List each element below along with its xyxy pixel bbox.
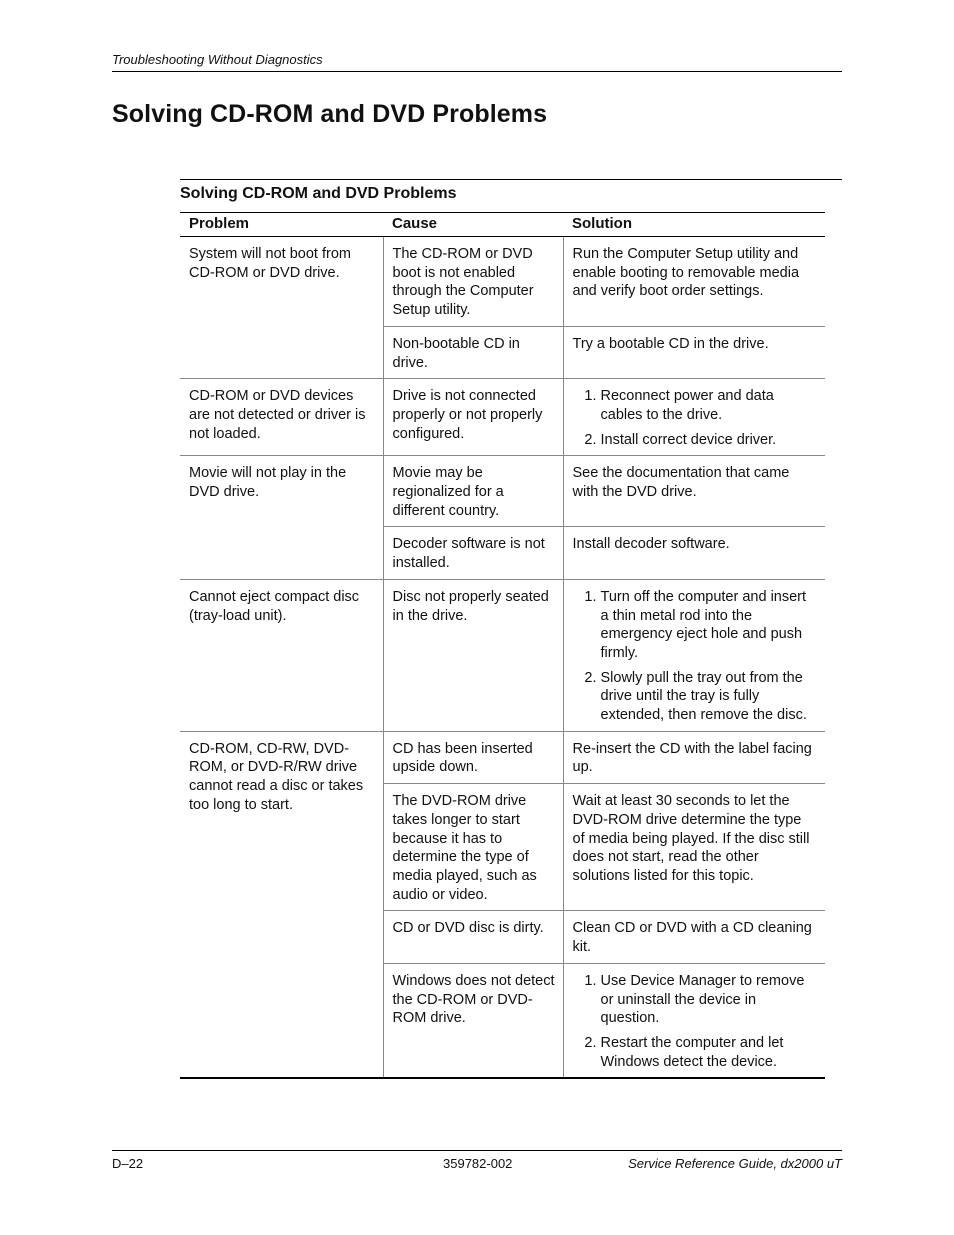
solution-steps — [573, 588, 818, 725]
cause-cell: CD or DVD disc is dirty. — [383, 911, 563, 963]
cause-cell: CD has been inserted upside down. — [383, 731, 563, 783]
solution-step: 1. Reconnect power and data cables to the drive. — [601, 387, 818, 424]
table-row — [180, 379, 825, 456]
table-title: Solving CD-ROM and DVD Problems — [180, 185, 457, 202]
solution-cell: Install decoder software. — [563, 527, 825, 579]
solution-step: 1. Turn off the computer and insert a thin metal rod into the emergency eject hole and push firmly. — [601, 588, 818, 663]
table-row — [180, 237, 825, 327]
table-row — [180, 456, 825, 527]
troubleshooting-table — [180, 212, 825, 1079]
page-title: Solving CD-ROM and DVD Problems — [112, 100, 548, 128]
cause-cell: The CD-ROM or DVD boot is not enabled through the Computer Setup utility. — [383, 237, 563, 327]
problem-cell: CD-ROM, CD-RW, DVD-ROM, or DVD-R/RW drive cannot read a disc or takes too long to start. — [180, 731, 383, 1078]
footer-rule — [112, 1150, 842, 1151]
troubleshooting-table-container — [180, 179, 842, 1079]
problem-cell: Cannot eject compact disc (tray-load unit). — [180, 579, 383, 731]
solution-steps — [573, 972, 818, 1072]
solution-cell: Clean CD or DVD with a CD cleaning kit. — [563, 911, 825, 963]
solution-cell: Re-insert the CD with the label facing up. — [563, 731, 825, 783]
cause-cell: Non-bootable CD in drive. — [383, 326, 563, 378]
cause-cell: The DVD-ROM drive takes longer to start because it has to determine the type of media played, such as audio or video. — [383, 784, 563, 911]
solution-cell — [563, 379, 825, 456]
cause-cell: Windows does not detect the CD-ROM or DVD-ROM drive. — [383, 963, 563, 1078]
guide-title: Service Reference Guide, dx2000 uT — [628, 1156, 842, 1171]
solution-cell: See the documentation that came with the DVD drive. — [563, 456, 825, 527]
problem-cell: CD-ROM or DVD devices are not detected or driver is not loaded. — [180, 379, 383, 456]
cause-cell: Movie may be regionalized for a different country. — [383, 456, 563, 527]
solution-step: 2. Restart the computer and let Windows detect the device. — [601, 1034, 818, 1071]
cause-cell: Disc not properly seated in the drive. — [383, 579, 563, 731]
solution-step: 1. Use Device Manager to remove or uninstall the device in question. — [601, 972, 818, 1028]
solution-cell: Run the Computer Setup utility and enable booting to removable media and verify boot order settings. — [563, 237, 825, 327]
solution-cell — [563, 963, 825, 1078]
problem-cell: System will not boot from CD-ROM or DVD drive. — [180, 237, 383, 379]
header-rule — [112, 71, 842, 72]
cause-cell: Decoder software is not installed. — [383, 527, 563, 579]
running-head: Troubleshooting Without Diagnostics — [112, 52, 323, 67]
solution-step: 2. Slowly pull the tray out from the drive until the tray is fully extended, then remove the disc. — [601, 669, 818, 725]
solution-steps — [573, 387, 818, 449]
solution-cell: Try a bootable CD in the drive. — [563, 326, 825, 378]
problem-cell: Movie will not play in the DVD drive. — [180, 456, 383, 580]
solution-step: 2. Install correct device driver. — [601, 431, 818, 450]
table-row — [180, 579, 825, 731]
column-header-problem: Problem — [180, 213, 383, 237]
table-row — [180, 731, 825, 783]
cause-cell: Drive is not connected properly or not properly configured. — [383, 379, 563, 456]
solution-cell: Wait at least 30 seconds to let the DVD-ROM drive determine the type of media being played. If the disc still does not start, read the other solutions listed for this topic. — [563, 784, 825, 911]
document-number: 359782-002 — [443, 1156, 513, 1171]
solution-cell — [563, 579, 825, 731]
column-header-solution: Solution — [563, 213, 825, 237]
page-number: D–22 — [112, 1156, 144, 1171]
column-header-cause: Cause — [383, 213, 563, 237]
table-header-row — [180, 213, 825, 237]
